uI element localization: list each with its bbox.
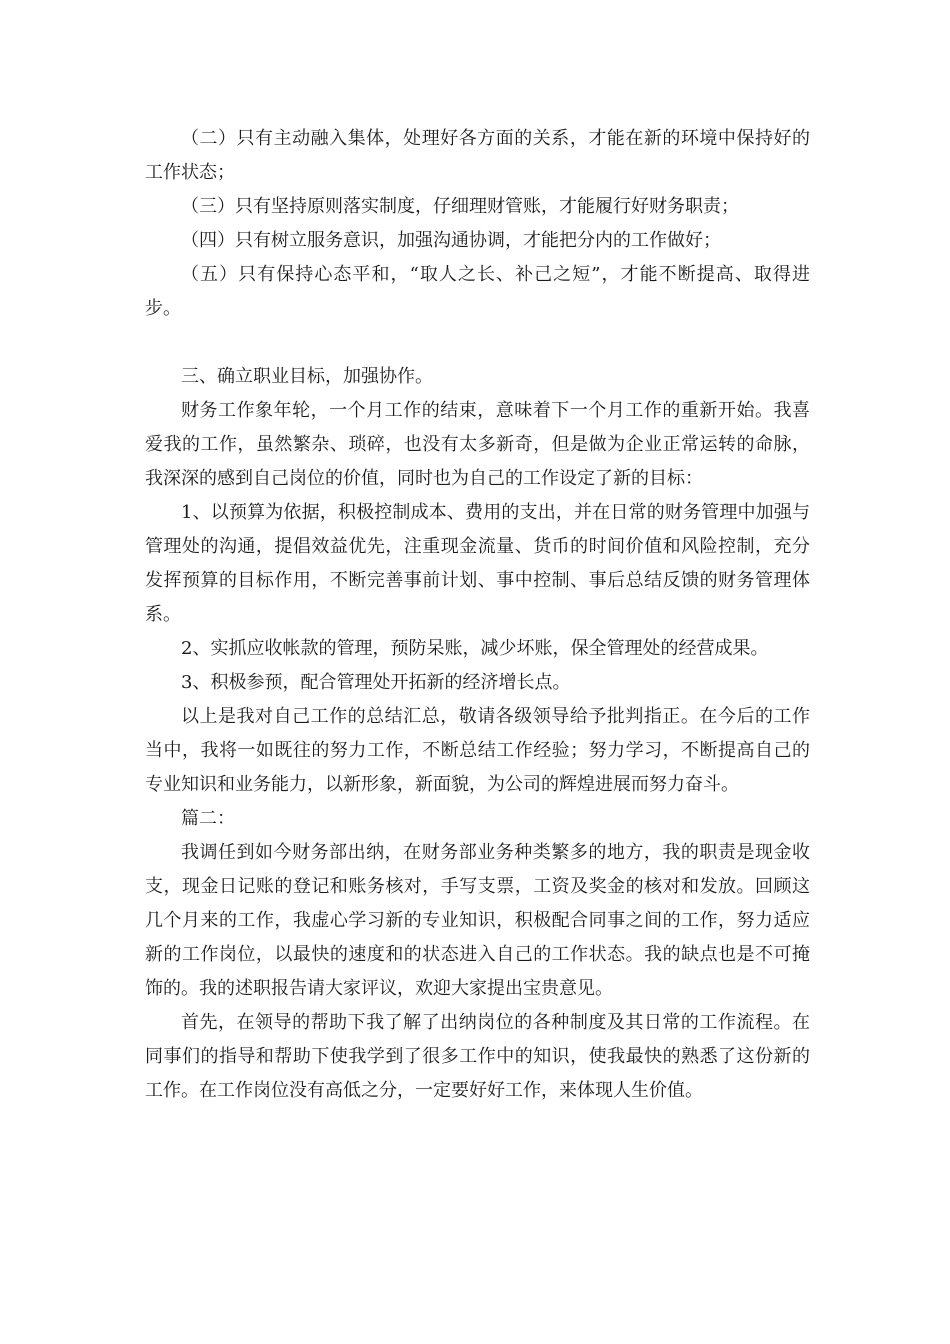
summary-paragraph: 以上是我对自己工作的总结汇总，敬请各级领导给予批判指正。在今后的工作当中，我将一如既往的努力工作，不断总结工作经验；努力学习，不断提高自己的专业知识和业务能力，以新形象，新面貌，为公司的辉煌进展而努力奋斗。 — [145, 706, 810, 795]
goal-item-1: 1、以预算为依据，积极控制成本、费用的支出，并在日常的财务管理中加强与管理处的沟通，提倡效益优先，注重现金流量、货币的时间价值和风险控制，充分发挥预算的目标作用，不断完善事前计划、事中控制、事后总结反馈的财务管理体系。 — [145, 502, 810, 625]
paragraph-intro: 财务工作象年轮，一个月工作的结束，意味着下一个月工作的重新开始。我喜爱我的工作，虽然繁杂、琐碎，也没有太多新奇，但是做为企业正常运转的命脉，我深深的感到自己岗位的价值，同时也为自己的工作设定了新的目标： — [145, 400, 810, 489]
paragraph-item-2: （二）只有主动融入集体，处理好各方面的关系，才能在新的环境中保持好的工作状态； — [145, 128, 810, 183]
part-two-heading: 篇二： — [181, 808, 235, 829]
part-two-paragraph-2: 首先，在领导的帮助下我了解了出纳岗位的各种制度及其日常的工作流程。在同事们的指导和帮助下使我学到了很多工作中的知识，使我最快的熟悉了这份新的工作。在工作岗位没有高低之分，一定要好好工作，来体现人生价值。 — [145, 1012, 810, 1101]
paragraph-item-3: （三）只有坚持原则落实制度，仔细理财管账，才能履行好财务职责； — [181, 196, 739, 217]
paragraph-item-4: （四）只有树立服务意识，加强沟通协调，才能把分内的工作做好； — [181, 230, 721, 251]
part-two-paragraph-1: 我调任到如今财务部出纳，在财务部业务种类繁多的地方，我的职责是现金收支，现金日记账的登记和账务核对，手写支票，工资及奖金的核对和发放。回顾这几个月来的工作，我虚心学习新的专业知识，积极配合同事之间的工作，努力适应新的工作岗位，以最快的速度和的状态进入自己的工作状态。我的缺点也是不可掩饰的。我的述职报告请大家评议，欢迎大家提出宝贵意见。 — [145, 842, 810, 999]
goal-item-3: 3、积极参预，配合管理处开拓新的经济增长点。 — [181, 672, 571, 693]
document-page — [145, 122, 810, 1108]
goal-item-2: 2、实抓应收帐款的管理，预防呆账，减少坏账，保全管理处的经营成果。 — [181, 638, 769, 659]
paragraph-gap — [145, 326, 810, 360]
section-heading-3: 三、确立职业目标，加强协作。 — [181, 366, 433, 387]
paragraph-item-5: （五）只有保持心态平和，“取人之长、补己之短”，才能不断提高、取得进步。 — [145, 264, 810, 319]
